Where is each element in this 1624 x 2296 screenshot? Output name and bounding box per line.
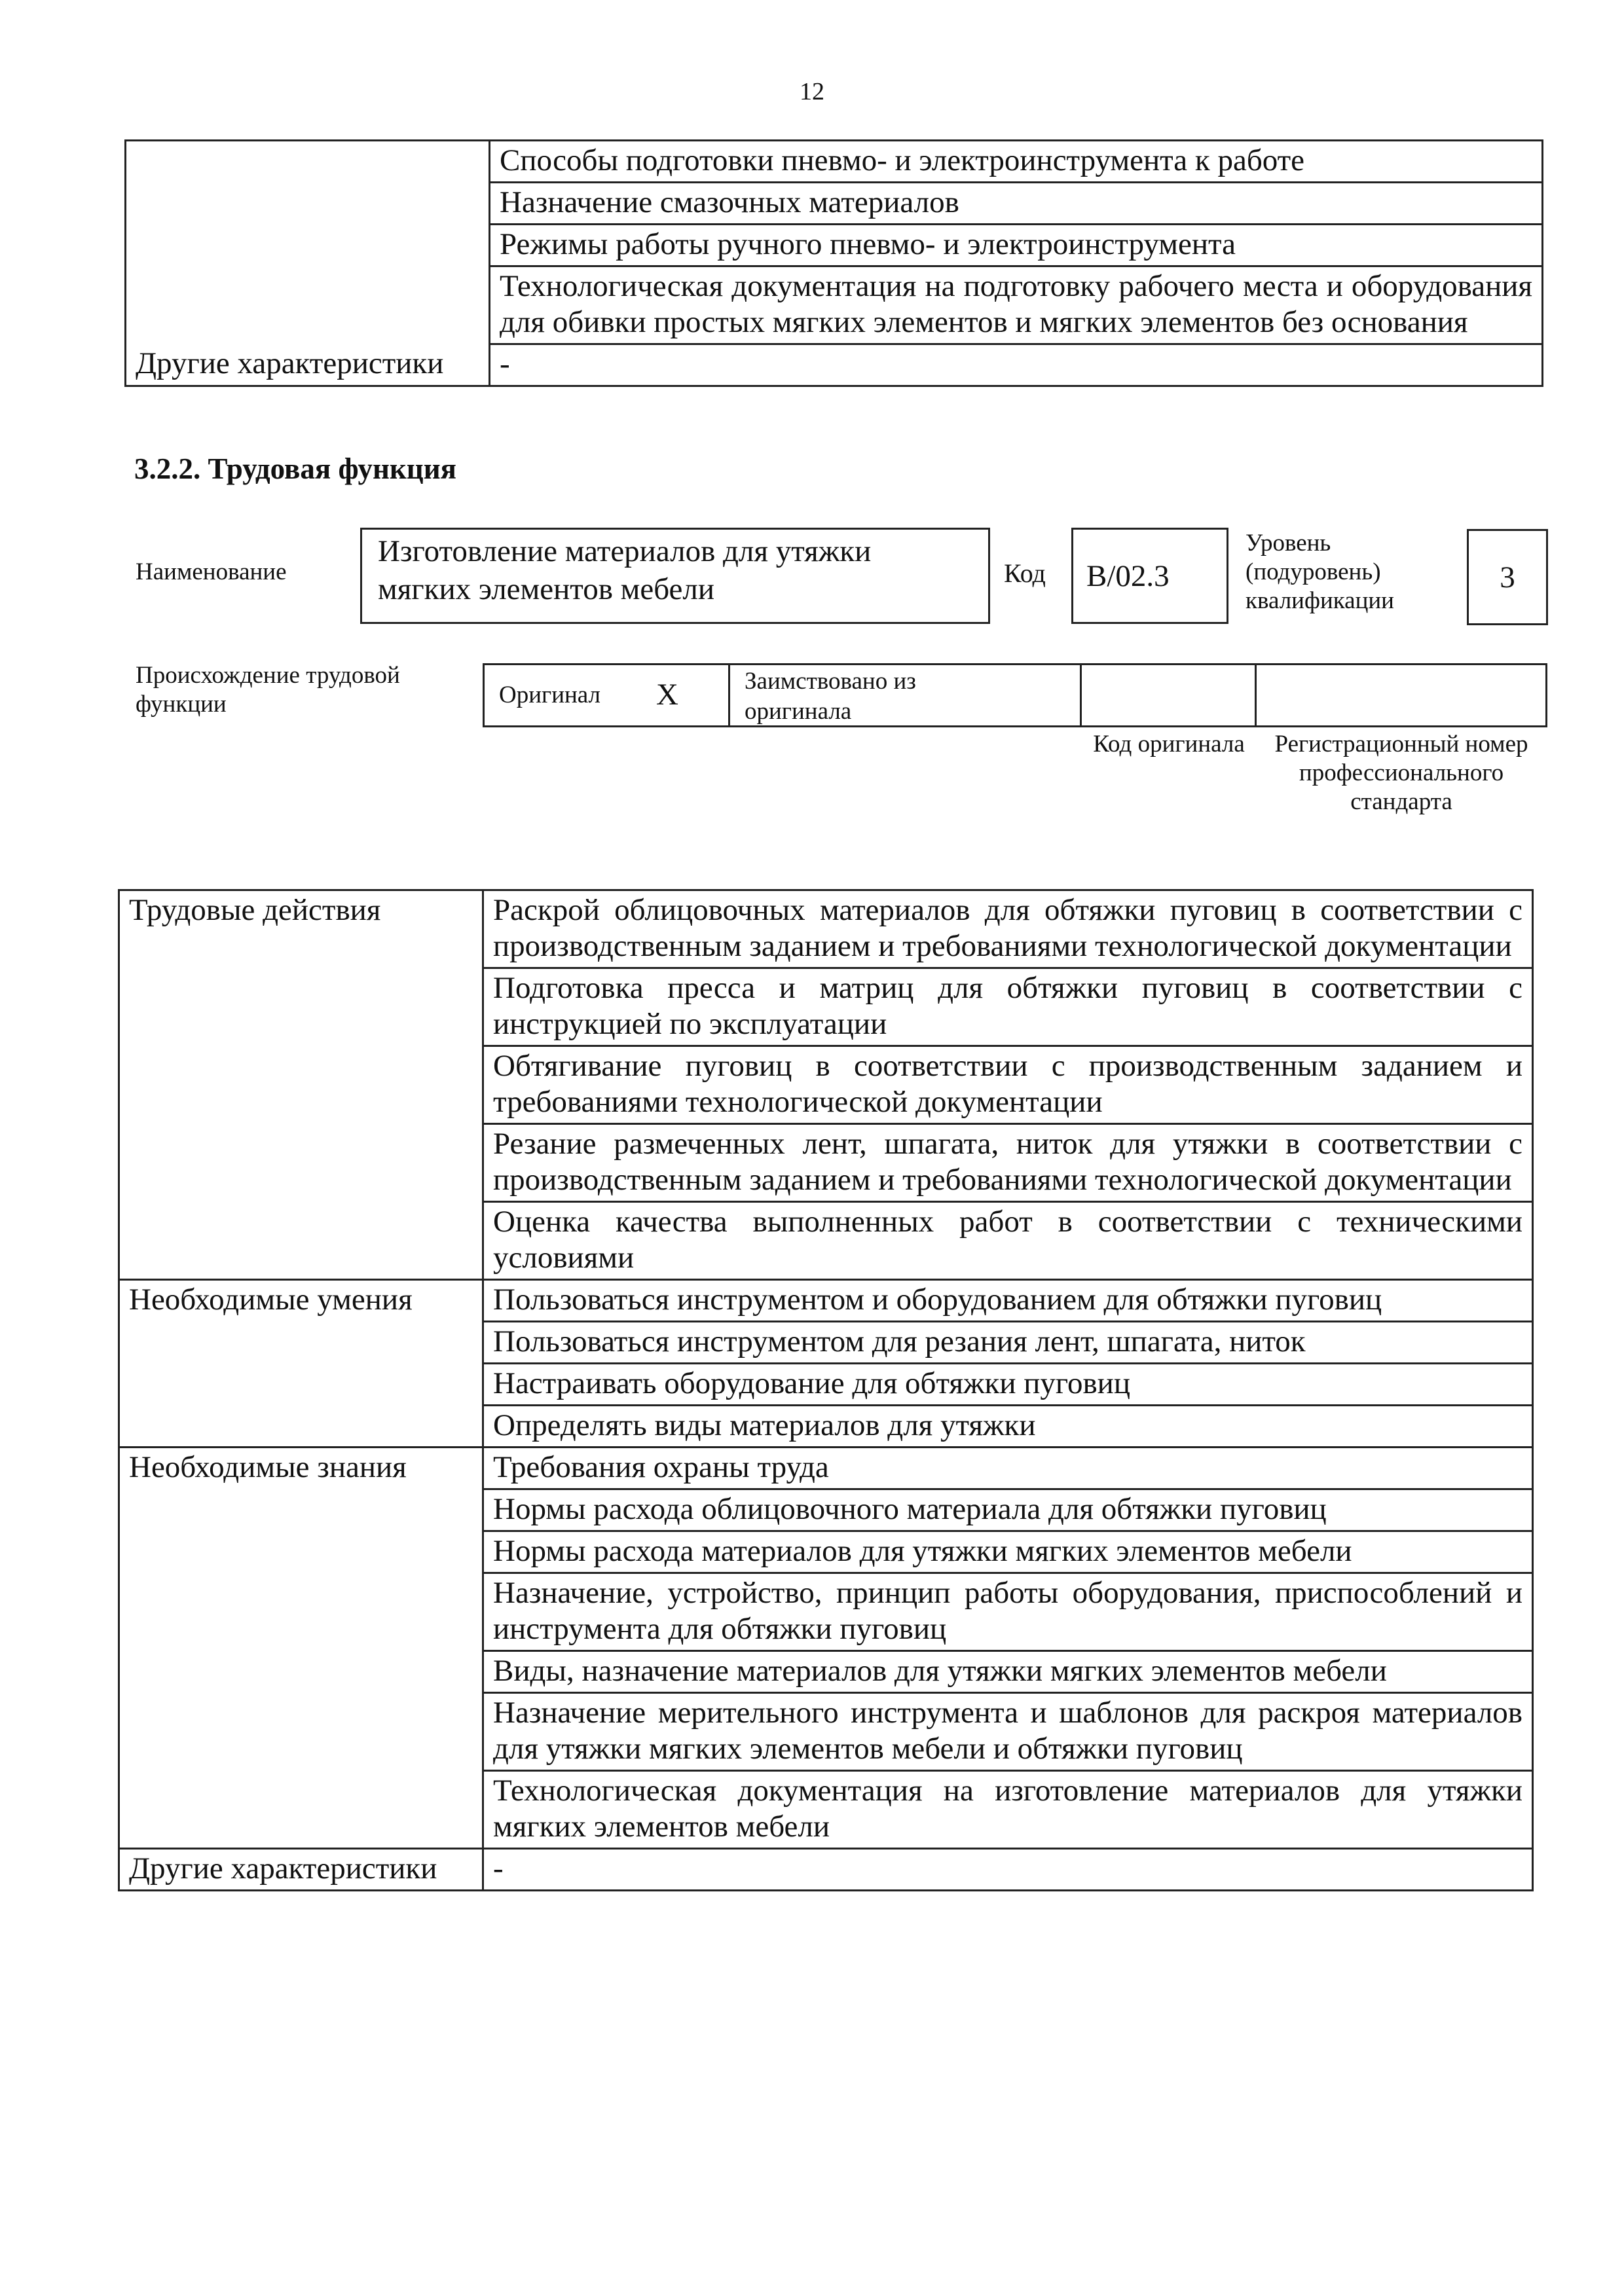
origin-original-cell — [483, 663, 730, 727]
table-row: Нормы расхода материалов для утяжки мягких элементов мебели — [483, 1531, 1533, 1573]
other-characteristics-value: - — [490, 344, 1543, 386]
table-row: Нормы расхода облицовочного материала для обтяжки пуговиц — [483, 1489, 1533, 1531]
table-row: Настраивать оборудование для обтяжки пуговиц — [483, 1364, 1533, 1406]
page-number: 12 — [800, 78, 824, 105]
skills-label: Необходимые умения — [119, 1280, 483, 1322]
empty-label-cell — [126, 141, 490, 344]
table-row: Подготовка пресса и матриц для обтяжки пуговиц в соответствии с инструкцией по эксплуатации — [483, 968, 1533, 1046]
table-row: Способы подготовки пневмо- и электроинструмента к работе — [490, 141, 1543, 183]
labor-actions-label: Трудовые действия — [119, 890, 483, 968]
code-original-cell — [1080, 663, 1257, 727]
table-row: Пользоваться инструментом для резания лент, шпагата, ниток — [483, 1322, 1533, 1364]
code-label: Код — [1004, 558, 1046, 588]
table-row: Пользоваться инструментом и оборудованием для обтяжки пуговиц — [483, 1280, 1533, 1322]
reg-number-caption: Регистрационный номер профессионального стандарта — [1274, 731, 1528, 815]
code-value: B/02.3 — [1086, 559, 1170, 593]
name-value-box — [360, 528, 990, 624]
labor-function-table — [118, 889, 1534, 1891]
original-label: Оригинал — [499, 682, 601, 708]
section-heading: 3.2.2. Трудовая функция — [134, 452, 457, 485]
table-row: Назначение мерительного инструмента и шаблонов для раскроя материалов для утяжки мягких элементов мебели и обтяжки пуговиц — [483, 1693, 1533, 1771]
origin-borrowed-cell — [728, 663, 1082, 727]
name-label: Наименование — [136, 558, 287, 585]
table-row: Виды, назначение материалов для утяжки мягких элементов мебели — [483, 1651, 1533, 1693]
table-row: Раскрой облицовочных материалов для обтяжки пуговиц в соответствии с производственным заданием и требованиями технологической документации — [483, 890, 1533, 968]
other-characteristics-label: Другие характеристики — [119, 1849, 483, 1891]
other-characteristics-value: - — [483, 1849, 1533, 1891]
table-row: Резание размеченных лент, шпагата, ниток для утяжки в соответствии с производственным заданием и требованиями технологической документации — [483, 1124, 1533, 1202]
table-row: Назначение смазочных материалов — [490, 183, 1543, 225]
knowledge-label: Необходимые знания — [119, 1448, 483, 1489]
table-row: Определять виды материалов для утяжки — [483, 1406, 1533, 1448]
code-value-box — [1071, 528, 1228, 624]
level-value: 3 — [1500, 560, 1515, 594]
table-row: Режимы работы ручного пневмо- и электроинструмента — [490, 225, 1543, 266]
level-label: Уровень (подуровень) квалификации — [1246, 530, 1394, 614]
table-row: Технологическая документация на подготовку рабочего места и оборудования для обивки простых мягких элементов и мягких элементов без основания — [490, 266, 1543, 344]
level-value-box — [1467, 529, 1548, 625]
reg-number-cell — [1255, 663, 1547, 727]
origin-label: Происхождение трудовой функции — [136, 662, 400, 718]
original-mark: X — [656, 678, 678, 712]
table-row: Технологическая документация на изготовление материалов для утяжки мягких элементов мебели — [483, 1771, 1533, 1849]
table-row: Требования охраны труда — [483, 1448, 1533, 1489]
table-row: Оценка качества выполненных работ в соответствии с техническими условиями — [483, 1202, 1533, 1280]
borrowed-label: Заимствовано из оригинала — [745, 668, 916, 725]
knowledge-table-continued — [124, 139, 1543, 387]
table-row: Обтягивание пуговиц в соответствии с производственным заданием и требованиями технологической документации — [483, 1046, 1533, 1124]
name-value: Изготовление материалов для утяжки мягких элементов мебели — [378, 534, 872, 606]
other-characteristics-label: Другие характеристики — [126, 344, 490, 386]
code-original-caption: Код оригинала — [1093, 731, 1245, 757]
table-row: Назначение, устройство, принцип работы оборудования, приспособлений и инструмента для обтяжки пуговиц — [483, 1573, 1533, 1651]
